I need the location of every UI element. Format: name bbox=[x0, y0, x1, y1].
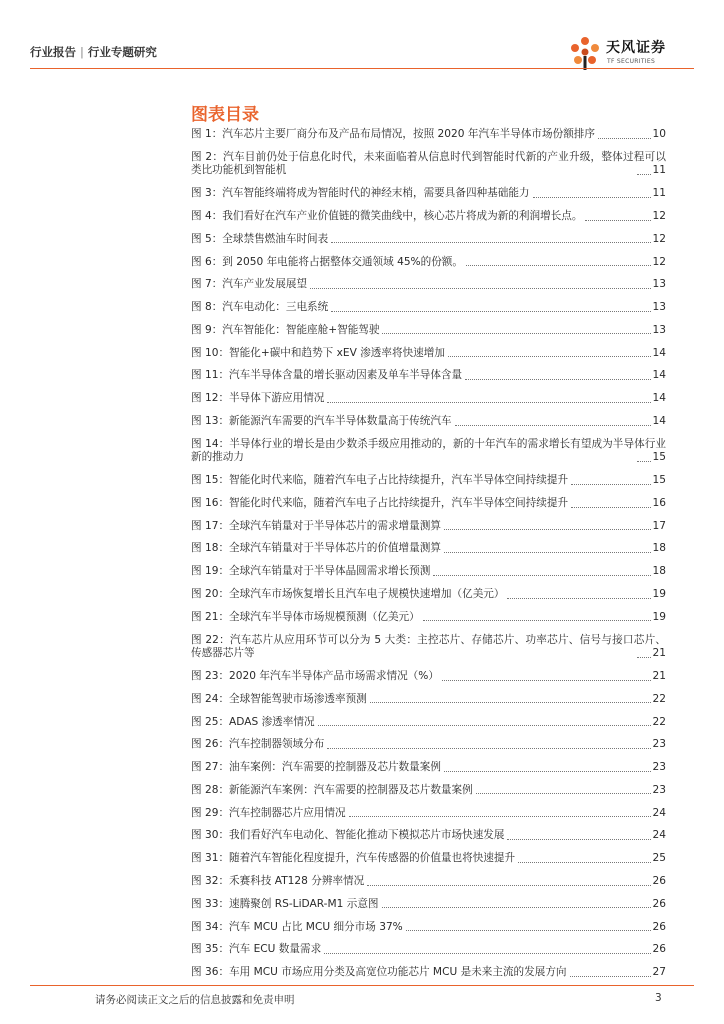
toc-entry[interactable] bbox=[191, 187, 666, 201]
toc-entry-page: 26 bbox=[652, 897, 666, 910]
toc-entry-label: 图 28：新能源汽车案例：汽车需要的控制器及芯片数量案例 bbox=[191, 783, 473, 796]
logo-subtext: TF SECURITIES bbox=[607, 58, 656, 65]
toc-entry-page: 25 bbox=[652, 852, 666, 865]
toc-entry-page: 26 bbox=[652, 920, 666, 933]
toc-entry-label: 图 14：半导体行业的增长是由少数杀手级应用推动的，新的十年汽车的需求增长有望成为半导体行业新的推动力 bbox=[191, 437, 666, 464]
toc-entry[interactable] bbox=[191, 588, 666, 602]
toc-entry-page: 24 bbox=[652, 806, 666, 819]
toc-entry-page: 22 bbox=[652, 692, 666, 705]
toc-entry-page: 18 bbox=[652, 542, 666, 555]
breadcrumb-separator: | bbox=[80, 45, 84, 59]
toc-entry-label: 图 19：全球汽车销量对于半导体晶圆需求增长预测 bbox=[191, 565, 431, 578]
toc-entry-label: 图 24：全球智能驾驶市场渗透率预测 bbox=[191, 692, 367, 705]
toc-entry-page: 14 bbox=[652, 392, 666, 405]
toc-entry-label: 图 1：汽车芯片主要厂商分布及产品布局情况，按照 2020 年汽车半导体市场份额排序 bbox=[191, 128, 595, 140]
header-divider bbox=[30, 68, 694, 69]
toc-entry[interactable] bbox=[191, 875, 666, 889]
toc-entry[interactable] bbox=[191, 438, 666, 465]
toc-entry-label: 图 18：全球汽车销量对于半导体芯片的价值增量测算 bbox=[191, 542, 441, 555]
toc-entry[interactable] bbox=[191, 634, 666, 661]
toc-entry-label: 图 21：全球汽车半导体市场规模预测（亿美元） bbox=[191, 610, 420, 623]
table-of-contents bbox=[191, 128, 666, 989]
toc-entry-page: 21 bbox=[652, 669, 666, 682]
breadcrumb bbox=[30, 44, 157, 60]
toc-entry[interactable] bbox=[191, 852, 666, 866]
toc-entry-label: 图 23：2020 年汽车半导体产品市场需求情况（%） bbox=[191, 669, 439, 682]
toc-entry[interactable] bbox=[191, 693, 666, 707]
toc-entry[interactable] bbox=[191, 761, 666, 775]
toc-entry-label: 图 5：全球禁售燃油车时间表 bbox=[191, 232, 329, 245]
toc-entry[interactable] bbox=[191, 829, 666, 843]
toc-entry-label: 图 25：ADAS 渗透率情况 bbox=[191, 715, 315, 728]
toc-entry[interactable] bbox=[191, 369, 666, 383]
toc-entry-label: 图 32：禾赛科技 AT128 分辨率情况 bbox=[191, 875, 365, 887]
toc-entry[interactable] bbox=[191, 497, 666, 511]
toc-entry[interactable] bbox=[191, 128, 666, 142]
toc-entry-label: 图 36：车用 MCU 市场应用分类及高宽位功能芯片 MCU 是未来主流的发展方向 bbox=[191, 966, 567, 979]
toc-entry-page: 10 bbox=[652, 128, 666, 140]
toc-entry-label: 图 13：新能源汽车需要的汽车半导体数量高于传统汽车 bbox=[191, 414, 452, 427]
toc-entry[interactable] bbox=[191, 151, 666, 178]
toc-entry[interactable] bbox=[191, 474, 666, 488]
toc-entry-page: 23 bbox=[652, 761, 666, 774]
toc-entry-page: 18 bbox=[652, 565, 666, 578]
toc-entry[interactable] bbox=[191, 233, 666, 247]
toc-entry[interactable] bbox=[191, 210, 666, 224]
toc-entry-page: 23 bbox=[652, 738, 666, 751]
toc-entry[interactable] bbox=[191, 738, 666, 752]
toc-entry[interactable] bbox=[191, 301, 666, 315]
page-header bbox=[30, 36, 694, 76]
toc-entry-label: 图 31：随着汽车智能化程度提升，汽车传感器的价值量也将快速提升 bbox=[191, 852, 516, 865]
toc-entry-page: 12 bbox=[652, 209, 666, 222]
toc-entry-label: 图 9：汽车智能化：智能座舱+智能驾驶 bbox=[191, 323, 380, 336]
toc-entry-label: 图 12：半导体下游应用情况 bbox=[191, 392, 325, 405]
toc-entry-page: 26 bbox=[652, 943, 666, 956]
toc-entry-page: 15 bbox=[652, 474, 666, 487]
toc-entry[interactable] bbox=[191, 347, 666, 361]
toc-entry[interactable] bbox=[191, 611, 666, 625]
toc-entry-page: 23 bbox=[652, 783, 666, 796]
toc-entry-label: 图 30：我们看好汽车电动化、智能化推动下模拟芯片市场快速发展 bbox=[191, 829, 505, 842]
report-category: 行业报告 bbox=[30, 45, 76, 59]
toc-entry-page: 22 bbox=[652, 715, 666, 728]
toc-entry-label: 图 35：汽车 ECU 数量需求 bbox=[191, 943, 322, 956]
toc-entry-label: 图 15：智能化时代来临，随着汽车电子占比持续提升，汽车半导体空间持续提升 bbox=[191, 474, 569, 487]
toc-entry-page: 15 bbox=[652, 451, 666, 464]
toc-title: 图表目录 bbox=[191, 105, 259, 125]
toc-entry-label: 图 17：全球汽车销量对于半导体芯片的需求增量测算 bbox=[191, 519, 441, 532]
footer-divider bbox=[30, 985, 694, 986]
toc-entry-label: 图 3：汽车智能终端将成为智能时代的神经末梢，需要具备四种基础能力 bbox=[191, 187, 530, 200]
toc-entry-page: 14 bbox=[652, 346, 666, 359]
toc-entry-page: 12 bbox=[652, 255, 666, 268]
toc-entry-page: 21 bbox=[652, 647, 666, 660]
toc-entry[interactable] bbox=[191, 943, 666, 957]
toc-entry[interactable] bbox=[191, 670, 666, 684]
toc-entry-label: 图 33：速腾聚创 RS-LiDAR-M1 示意图 bbox=[191, 897, 379, 910]
toc-entry-label: 图 22：汽车芯片从应用环节可以分为 5 大类：主控芯片、存储芯片、功率芯片、信号与接口芯片、传感器芯片等 bbox=[191, 633, 666, 660]
footer-disclaimer: 请务必阅读正文之后的信息披露和免责申明 bbox=[95, 994, 295, 1006]
toc-entry-page: 11 bbox=[652, 164, 666, 177]
toc-entry[interactable] bbox=[191, 807, 666, 821]
toc-entry[interactable] bbox=[191, 565, 666, 579]
toc-entry[interactable] bbox=[191, 966, 666, 980]
toc-entry-label: 图 8：汽车电动化：三电系统 bbox=[191, 301, 329, 314]
toc-entry-label: 图 10：智能化+碳中和趋势下 xEV 渗透率将快速增加 bbox=[191, 346, 445, 359]
toc-entry-page: 11 bbox=[652, 187, 666, 200]
toc-entry-page: 24 bbox=[652, 829, 666, 842]
toc-entry-label: 图 11：汽车半导体含量的增长驱动因素及单车半导体含量 bbox=[191, 369, 463, 382]
company-logo bbox=[566, 36, 684, 72]
toc-entry-label: 图 34：汽车 MCU 占比 MCU 细分市场 37% bbox=[191, 920, 403, 933]
toc-entry-label: 图 26：汽车控制器领域分布 bbox=[191, 738, 325, 751]
toc-entry-page: 19 bbox=[652, 588, 666, 601]
toc-entry-page: 13 bbox=[652, 301, 666, 314]
toc-entry-page: 13 bbox=[652, 278, 666, 291]
toc-entry-page: 13 bbox=[652, 323, 666, 336]
toc-entry-label: 图 2：汽车目前仍处于信息化时代，未来面临着从信息时代到智能时代新的产业升级，整体过程可以类比功能机到智能机 bbox=[191, 150, 666, 177]
toc-entry[interactable] bbox=[191, 324, 666, 338]
logo-text: 天风证券 bbox=[606, 40, 666, 56]
toc-entry[interactable] bbox=[191, 542, 666, 556]
toc-entry-page: 14 bbox=[652, 369, 666, 382]
toc-entry-page: 27 bbox=[652, 966, 666, 979]
report-subcategory: 行业专题研究 bbox=[87, 45, 157, 59]
toc-entry-label: 图 27：油车案例：汽车需要的控制器及芯片数量案例 bbox=[191, 761, 441, 774]
toc-entry[interactable] bbox=[191, 784, 666, 798]
toc-entry[interactable] bbox=[191, 392, 666, 406]
toc-entry[interactable] bbox=[191, 256, 666, 270]
toc-entry[interactable] bbox=[191, 520, 666, 534]
toc-entry[interactable] bbox=[191, 415, 666, 429]
toc-entry-page: 17 bbox=[652, 519, 666, 532]
toc-entry[interactable] bbox=[191, 898, 666, 912]
toc-entry-page: 16 bbox=[652, 496, 666, 509]
toc-entry-label: 图 4：我们看好在汽车产业价值链的微笑曲线中，核心芯片将成为新的利润增长点。 bbox=[191, 209, 583, 222]
toc-entry[interactable] bbox=[191, 921, 666, 935]
toc-entry-label: 图 7：汽车产业发展展望 bbox=[191, 278, 308, 291]
toc-entry-label: 图 16：智能化时代来临，随着汽车电子占比持续提升，汽车半导体空间持续提升 bbox=[191, 496, 569, 509]
toc-entry[interactable] bbox=[191, 716, 666, 730]
flower-logo-icon bbox=[566, 36, 604, 72]
toc-entry-label: 图 6：到 2050 年电能将占据整体交通领域 45%的份额。 bbox=[191, 255, 463, 268]
toc-entry[interactable] bbox=[191, 278, 666, 292]
page-number: 3 bbox=[655, 992, 662, 1004]
toc-entry-page: 19 bbox=[652, 610, 666, 623]
toc-entry-label: 图 20：全球汽车市场恢复增长且汽车电子规模快速增加（亿美元） bbox=[191, 588, 505, 601]
toc-entry-page: 26 bbox=[652, 875, 666, 887]
toc-entry-page: 12 bbox=[652, 232, 666, 245]
toc-entry-page: 14 bbox=[652, 414, 666, 427]
toc-entry-label: 图 29：汽车控制器芯片应用情况 bbox=[191, 806, 346, 819]
